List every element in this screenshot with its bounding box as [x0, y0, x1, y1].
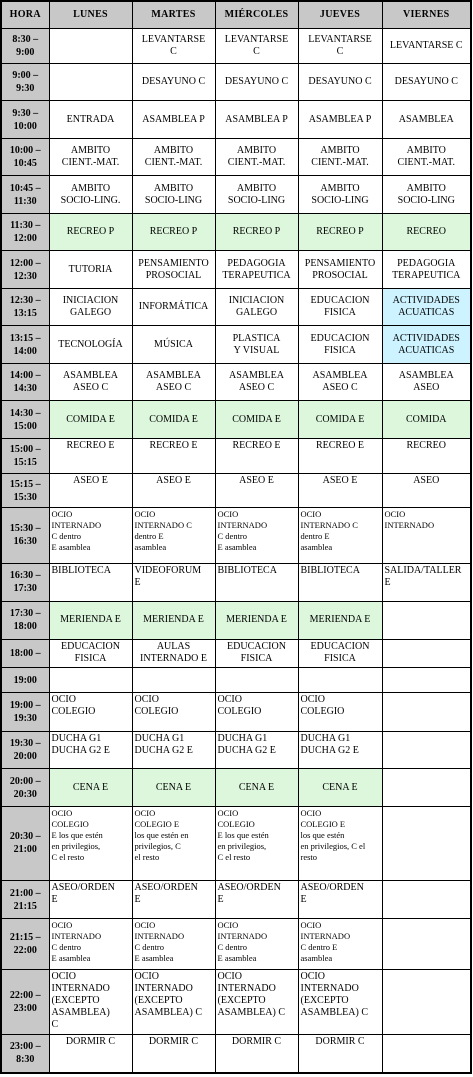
table-row — [1, 639, 471, 667]
schedule-cell-martes: AMBITO CIENT.-MAT. — [132, 138, 215, 176]
schedule-cell-viernes — [382, 731, 471, 769]
time-cell: 9:00 – 9:30 — [1, 63, 49, 101]
schedule-cell-lunes — [49, 28, 132, 63]
schedule-cell-jueves: CENA E — [298, 769, 382, 807]
time-cell: 15:00 – 15:15 — [1, 438, 49, 473]
schedule-cell-viernes: COMIDA — [382, 401, 471, 439]
schedule-cell-lunes: COMIDA E — [49, 401, 132, 439]
time-cell: 23:00 – 8:30 — [1, 1034, 49, 1073]
time-cell: 20:30 – 21:00 — [1, 806, 49, 880]
schedule-cell-lunes: INICIACION GALEGO — [49, 288, 132, 326]
schedule-cell-martes: ASEO/ORDEN E — [132, 880, 215, 919]
schedule-cell-viernes — [382, 693, 471, 732]
schedule-cell-lunes: MERIENDA E — [49, 602, 132, 640]
table-row — [1, 326, 471, 364]
schedule-cell-miercoles: AMBITO CIENT.-MAT. — [215, 138, 298, 176]
header-hora: HORA — [1, 1, 49, 28]
schedule-cell-jueves: OCIO COLEGIO — [298, 693, 382, 732]
schedule-cell-martes: LEVANTARSE C — [132, 28, 215, 63]
schedule-cell-jueves: BIBLIOTECA — [298, 563, 382, 602]
schedule-cell-jueves: RECREO E — [298, 438, 382, 473]
schedule-cell-viernes: AMBITO SOCIO-LING — [382, 176, 471, 214]
schedule-cell-martes: RECREO P — [132, 213, 215, 251]
schedule-cell-lunes: OCIO INTERNADO (EXCEPTO ASAMBLEA) C — [49, 970, 132, 1035]
schedule-cell-lunes: ASAMBLEA ASEO C — [49, 363, 132, 401]
table-row — [1, 602, 471, 640]
schedule-cell-jueves: AMBITO CIENT.-MAT. — [298, 138, 382, 176]
time-cell: 9:30 – 10:00 — [1, 101, 49, 139]
schedule-cell-jueves — [298, 668, 382, 693]
time-cell: 21:00 – 21:15 — [1, 880, 49, 919]
schedule-cell-lunes: RECREO E — [49, 438, 132, 473]
schedule-cell-martes: RECREO E — [132, 438, 215, 473]
schedule-cell-lunes: OCIO COLEGIO E los que estén en privilegios, C el resto — [49, 806, 132, 880]
schedule-cell-lunes: AMBITO CIENT.-MAT. — [49, 138, 132, 176]
schedule-cell-lunes: RECREO P — [49, 213, 132, 251]
schedule-cell-martes: ASAMBLEA P — [132, 101, 215, 139]
schedule-cell-jueves: OCIO COLEGIO E los que estén en privilegios, C el resto — [298, 806, 382, 880]
schedule-cell-lunes: ASEO/ORDEN E — [49, 880, 132, 919]
schedule-cell-miercoles: ASAMBLEA ASEO C — [215, 363, 298, 401]
schedule-cell-miercoles: OCIO COLEGIO E los que estén en privilegios, C el resto — [215, 806, 298, 880]
schedule-cell-jueves: OCIO INTERNADO (EXCEPTO ASAMBLEA) C — [298, 970, 382, 1035]
table-row — [1, 28, 471, 63]
schedule-cell-miercoles: ASEO E — [215, 474, 298, 507]
schedule-cell-jueves: ASEO E — [298, 474, 382, 507]
table-row — [1, 668, 471, 693]
schedule-cell-miercoles: MERIENDA E — [215, 602, 298, 640]
schedule-cell-martes: ASAMBLEA ASEO C — [132, 363, 215, 401]
schedule-cell-viernes: ACTIVIDADES ACUATICAS — [382, 326, 471, 364]
schedule-cell-jueves: DESAYUNO C — [298, 63, 382, 101]
schedule-cell-viernes — [382, 919, 471, 970]
table-row — [1, 138, 471, 176]
schedule-cell-miercoles: COMIDA E — [215, 401, 298, 439]
time-cell: 12:00 – 12:30 — [1, 251, 49, 289]
schedule-cell-martes: DUCHA G1 DUCHA G2 E — [132, 731, 215, 769]
schedule-cell-lunes: OCIO INTERNADO C dentro E asamblea — [49, 919, 132, 970]
schedule-cell-miercoles: INICIACION GALEGO — [215, 288, 298, 326]
table-row — [1, 769, 471, 807]
schedule-cell-miercoles: DESAYUNO C — [215, 63, 298, 101]
schedule-cell-jueves: OCIO INTERNADO C dentro E asamblea — [298, 507, 382, 563]
schedule-cell-lunes: BIBLIOTECA — [49, 563, 132, 602]
schedule-cell-jueves: AMBITO SOCIO-LING — [298, 176, 382, 214]
schedule-cell-viernes — [382, 880, 471, 919]
time-cell: 13:15 – 14:00 — [1, 326, 49, 364]
header-viernes: VIERNES — [382, 1, 471, 28]
table-row — [1, 101, 471, 139]
schedule-cell-viernes — [382, 769, 471, 807]
time-cell: 22:00 – 23:00 — [1, 970, 49, 1035]
time-cell: 19:00 — [1, 668, 49, 693]
schedule-cell-viernes: LEVANTARSE C — [382, 28, 471, 63]
time-cell: 19:30 – 20:00 — [1, 731, 49, 769]
time-cell: 10:00 – 10:45 — [1, 138, 49, 176]
time-cell: 15:30 – 16:30 — [1, 507, 49, 563]
table-row — [1, 563, 471, 602]
schedule-cell-miercoles: OCIO INTERNADO (EXCEPTO ASAMBLEA) C — [215, 970, 298, 1035]
schedule-cell-viernes: OCIO INTERNADO — [382, 507, 471, 563]
schedule-cell-miercoles: ASAMBLEA P — [215, 101, 298, 139]
time-cell: 16:30 – 17:30 — [1, 563, 49, 602]
schedule-cell-martes: DESAYUNO C — [132, 63, 215, 101]
schedule-cell-lunes — [49, 668, 132, 693]
schedule-cell-lunes: DORMIR C — [49, 1034, 132, 1073]
schedule-cell-martes: AULAS INTERNADO E — [132, 639, 215, 667]
schedule-cell-martes: VIDEOFORUM E — [132, 563, 215, 602]
schedule-cell-martes: OCIO COLEGIO — [132, 693, 215, 732]
schedule-cell-miercoles: OCIO INTERNADO C dentro E asamblea — [215, 919, 298, 970]
time-cell: 18:00 – — [1, 639, 49, 667]
schedule-cell-lunes: AMBITO SOCIO-LING. — [49, 176, 132, 214]
table-row — [1, 438, 471, 473]
schedule-cell-jueves: RECREO P — [298, 213, 382, 251]
table-row — [1, 731, 471, 769]
schedule-cell-viernes: SALIDA/TALLER E — [382, 563, 471, 602]
schedule-cell-miercoles: PLASTICA Y VISUAL — [215, 326, 298, 364]
schedule-cell-miercoles: CENA E — [215, 769, 298, 807]
schedule-cell-miercoles: RECREO E — [215, 438, 298, 473]
table-row — [1, 474, 471, 507]
schedule-cell-miercoles: DUCHA G1 DUCHA G2 E — [215, 731, 298, 769]
schedule-cell-martes: MÚSICA — [132, 326, 215, 364]
schedule-cell-lunes: DUCHA G1 DUCHA G2 E — [49, 731, 132, 769]
schedule-cell-lunes: TECNOLOGÍA — [49, 326, 132, 364]
schedule-cell-miercoles: OCIO COLEGIO — [215, 693, 298, 732]
schedule-cell-martes: COMIDA E — [132, 401, 215, 439]
table-row — [1, 251, 471, 289]
schedule-cell-jueves: ASAMBLEA ASEO C — [298, 363, 382, 401]
schedule-cell-miercoles: BIBLIOTECA — [215, 563, 298, 602]
schedule-cell-jueves: PENSAMIENTO PROSOCIAL — [298, 251, 382, 289]
time-cell: 14:00 – 14:30 — [1, 363, 49, 401]
header-row — [1, 1, 471, 28]
schedule-cell-viernes: DESAYUNO C — [382, 63, 471, 101]
schedule-cell-martes: OCIO INTERNADO C dentro E asamblea — [132, 919, 215, 970]
time-cell: 21:15 – 22:00 — [1, 919, 49, 970]
time-cell: 15:15 – 15:30 — [1, 474, 49, 507]
schedule-cell-lunes: OCIO INTERNADO C dentro E asamblea — [49, 507, 132, 563]
schedule-cell-lunes: CENA E — [49, 769, 132, 807]
table-row — [1, 880, 471, 919]
schedule-cell-martes: OCIO COLEGIO E los que estén en privilegios, C el resto — [132, 806, 215, 880]
time-cell: 11:30 – 12:00 — [1, 213, 49, 251]
schedule-body — [1, 28, 471, 1073]
time-cell: 8:30 – 9:00 — [1, 28, 49, 63]
table-row — [1, 213, 471, 251]
schedule-cell-jueves: ASEO/ORDEN E — [298, 880, 382, 919]
time-cell: 10:45 – 11:30 — [1, 176, 49, 214]
time-cell: 19:00 – 19:30 — [1, 693, 49, 732]
schedule-cell-jueves: DUCHA G1 DUCHA G2 E — [298, 731, 382, 769]
schedule-cell-viernes: ACTIVIDADES ACUATICAS — [382, 288, 471, 326]
time-cell: 17:30 – 18:00 — [1, 602, 49, 640]
time-cell: 14:30 – 15:00 — [1, 401, 49, 439]
schedule-cell-miercoles: EDUCACION FISICA — [215, 639, 298, 667]
schedule-cell-martes: PENSAMIENTO PROSOCIAL — [132, 251, 215, 289]
schedule-cell-jueves: EDUCACION FISICA — [298, 326, 382, 364]
schedule-cell-miercoles: RECREO P — [215, 213, 298, 251]
table-row — [1, 919, 471, 970]
schedule-cell-viernes: ASAMBLEA ASEO — [382, 363, 471, 401]
schedule-cell-lunes: TUTORIA — [49, 251, 132, 289]
schedule-cell-viernes: RECREO — [382, 213, 471, 251]
schedule-cell-martes: CENA E — [132, 769, 215, 807]
schedule-cell-lunes: ASEO E — [49, 474, 132, 507]
schedule-cell-miercoles: AMBITO SOCIO-LING — [215, 176, 298, 214]
schedule-cell-miercoles: DORMIR C — [215, 1034, 298, 1073]
table-row — [1, 288, 471, 326]
table-row — [1, 401, 471, 439]
schedule-cell-jueves: LEVANTARSE C — [298, 28, 382, 63]
header-lunes: LUNES — [49, 1, 132, 28]
schedule-cell-viernes: AMBITO CIENT.-MAT. — [382, 138, 471, 176]
table-row — [1, 970, 471, 1035]
schedule-cell-martes: INFORMÁTICA — [132, 288, 215, 326]
table-row — [1, 693, 471, 732]
schedule-cell-jueves: MERIENDA E — [298, 602, 382, 640]
table-row — [1, 806, 471, 880]
schedule-cell-jueves: OCIO INTERNADO C dentro E asamblea — [298, 919, 382, 970]
schedule-cell-martes: OCIO INTERNADO C dentro E asamblea — [132, 507, 215, 563]
schedule-cell-martes: ASEO E — [132, 474, 215, 507]
schedule-cell-miercoles — [215, 668, 298, 693]
schedule-cell-viernes: ASAMBLEA — [382, 101, 471, 139]
schedule-cell-jueves: DORMIR C — [298, 1034, 382, 1073]
schedule-cell-viernes: ASEO — [382, 474, 471, 507]
header-miercoles: MIÉRCOLES — [215, 1, 298, 28]
schedule-cell-martes: AMBITO SOCIO-LING — [132, 176, 215, 214]
schedule-cell-jueves: EDUCACION FISICA — [298, 639, 382, 667]
schedule-cell-jueves: ASAMBLEA P — [298, 101, 382, 139]
table-row — [1, 176, 471, 214]
schedule-cell-viernes — [382, 668, 471, 693]
schedule-cell-viernes — [382, 602, 471, 640]
schedule-cell-martes: MERIENDA E — [132, 602, 215, 640]
table-row — [1, 363, 471, 401]
schedule-cell-miercoles: LEVANTARSE C — [215, 28, 298, 63]
schedule-cell-lunes: ENTRADA — [49, 101, 132, 139]
header-jueves: JUEVES — [298, 1, 382, 28]
schedule-cell-viernes: RECREO — [382, 438, 471, 473]
schedule-cell-jueves: COMIDA E — [298, 401, 382, 439]
schedule-cell-martes: OCIO INTERNADO (EXCEPTO ASAMBLEA) C — [132, 970, 215, 1035]
schedule-cell-viernes: PEDAGOGIA TERAPEUTICA — [382, 251, 471, 289]
table-row — [1, 63, 471, 101]
schedule-cell-jueves: EDUCACION FISICA — [298, 288, 382, 326]
schedule-cell-viernes — [382, 806, 471, 880]
schedule-cell-miercoles: ASEO/ORDEN E — [215, 880, 298, 919]
table-row — [1, 507, 471, 563]
schedule-cell-lunes: OCIO COLEGIO — [49, 693, 132, 732]
schedule-cell-miercoles: PEDAGOGIA TERAPEUTICA — [215, 251, 298, 289]
time-cell: 12:30 – 13:15 — [1, 288, 49, 326]
schedule-cell-viernes — [382, 970, 471, 1035]
table-row — [1, 1034, 471, 1073]
header-martes: MARTES — [132, 1, 215, 28]
schedule-cell-viernes — [382, 639, 471, 667]
schedule-cell-martes — [132, 668, 215, 693]
schedule-cell-lunes — [49, 63, 132, 101]
schedule-cell-miercoles: OCIO INTERNADO C dentro E asamblea — [215, 507, 298, 563]
schedule-cell-lunes: EDUCACION FISICA — [49, 639, 132, 667]
schedule-cell-viernes — [382, 1034, 471, 1073]
time-cell: 20:00 – 20:30 — [1, 769, 49, 807]
schedule-cell-martes: DORMIR C — [132, 1034, 215, 1073]
